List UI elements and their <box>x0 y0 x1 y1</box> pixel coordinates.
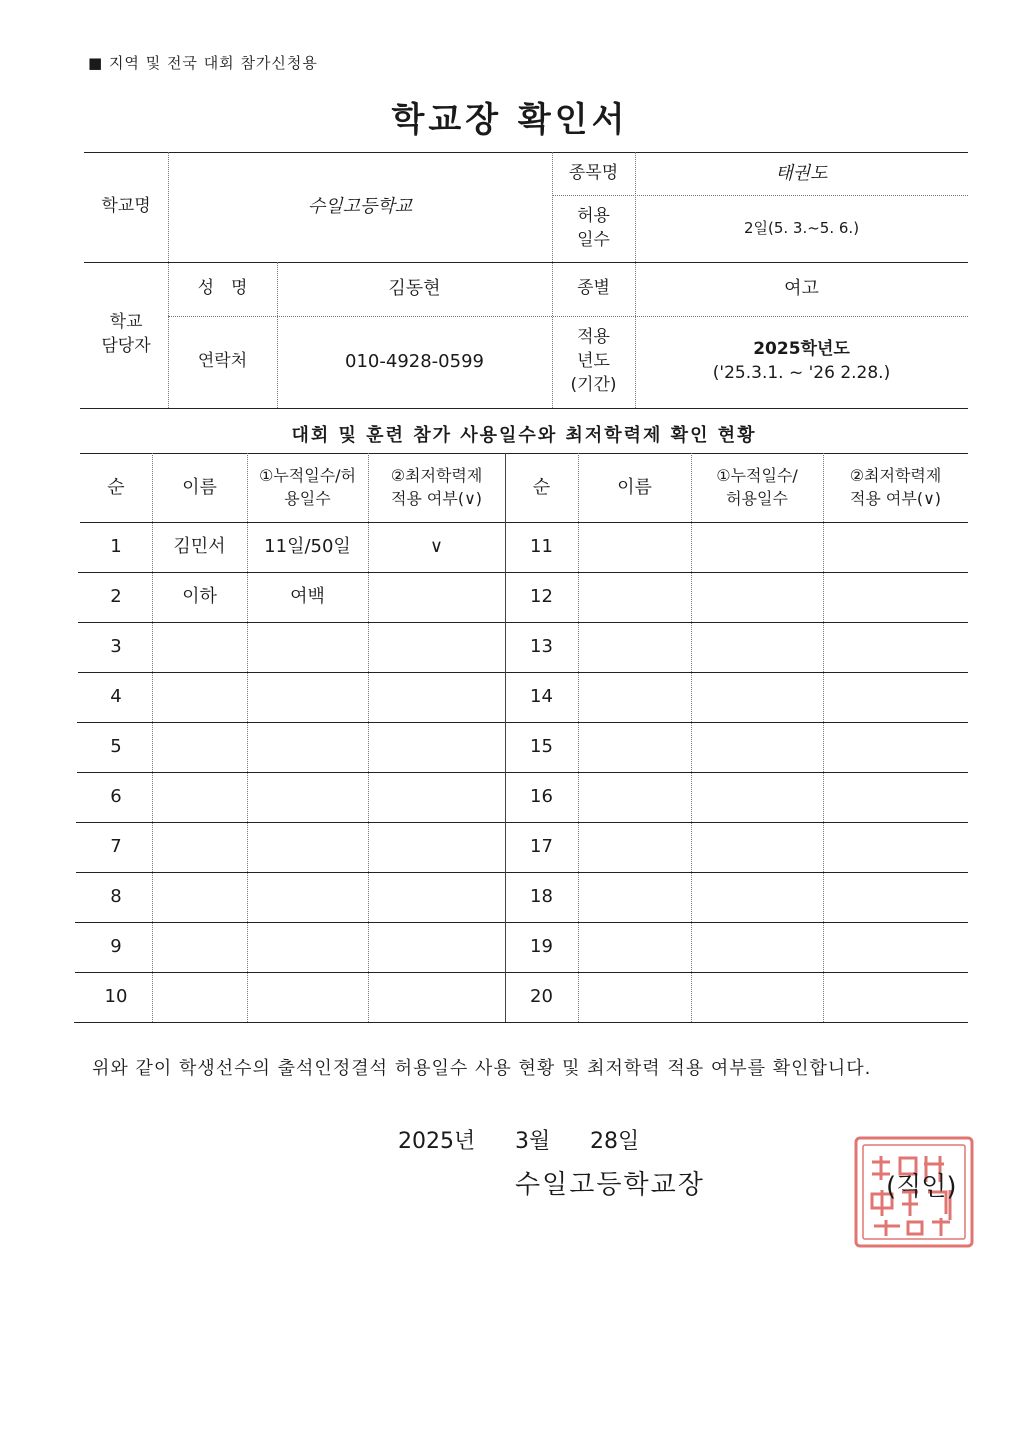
row-days-cell <box>247 772 368 822</box>
staff-name-value: 김동현 <box>388 278 441 300</box>
event-value: 태권도 <box>775 162 828 184</box>
row-name-cell <box>152 672 247 722</box>
header-right-days: ①누적일수/ 허용일수 <box>716 466 798 508</box>
year-value-line1: 2025학년도 <box>753 339 850 360</box>
row-days-cell <box>691 672 823 722</box>
row-no-cell: 18 <box>530 886 553 908</box>
row-name-cell <box>578 522 691 572</box>
row-name-cell: 이하 <box>182 586 217 608</box>
seal-label: (직인) <box>886 1172 957 1202</box>
row-days-cell <box>247 872 368 922</box>
row-check-cell <box>823 722 968 772</box>
row-check-cell <box>823 672 968 722</box>
document-title: 학교장 확인서 <box>391 100 629 140</box>
row-days-cell <box>691 822 823 872</box>
row-days-cell <box>691 972 823 1022</box>
year-label-line2: 년도 <box>577 351 610 372</box>
row-name-cell <box>578 672 691 722</box>
year-label-line3: (기간) <box>570 374 617 395</box>
row-name-cell <box>578 822 691 872</box>
row-days-cell <box>691 522 823 572</box>
header-left-no: 순 <box>107 476 125 498</box>
row-no-cell: 13 <box>530 636 553 658</box>
header-right-check: ②최저학력제 적용 여부(∨) <box>849 466 942 508</box>
row-no-cell: 19 <box>530 936 553 958</box>
row-name-cell: 김민서 <box>173 536 226 558</box>
gender-value: 여고 <box>784 278 819 300</box>
section-title: 대회 및 훈련 참가 사용일수와 최저학력제 확인 현황 <box>291 425 757 446</box>
row-days-cell <box>247 722 368 772</box>
header-right-name: 이름 <box>617 476 652 498</box>
row-no-cell: 14 <box>530 686 553 708</box>
row-check-cell <box>823 572 968 622</box>
row-no-cell: 7 <box>110 836 122 858</box>
allowed-days-label-line1: 허용 <box>577 205 610 226</box>
row-check-cell <box>823 872 968 922</box>
header-left-days: ①누적일수/허 용일수 <box>258 466 356 508</box>
staff-label-line2: 담당자 <box>101 336 151 356</box>
row-days-cell <box>691 722 823 772</box>
row-check-cell <box>823 772 968 822</box>
row-name-cell <box>152 872 247 922</box>
year-label <box>552 316 635 408</box>
year-value-line2: ('25.3.1. ~ '26 2.28.) <box>712 363 891 383</box>
allowed-days-value: 2일(5. 3.~5. 6.) <box>743 219 860 237</box>
row-name-cell <box>152 822 247 872</box>
row-check-cell <box>368 972 505 1022</box>
contact-value: 010-4928-0599 <box>345 351 484 373</box>
row-name-cell <box>578 722 691 772</box>
row-no-cell: 5 <box>110 736 122 758</box>
staff-label-line1: 학교 <box>109 312 143 333</box>
row-days-cell <box>691 922 823 972</box>
school-name-value: 수일고등학교 <box>307 196 413 218</box>
confirmation-statement: 위와 같이 학생선수의 출석인정결석 허용일수 사용 현황 및 최저학력 적용 여부를 확인합니다. <box>92 1058 872 1079</box>
row-check-cell <box>823 822 968 872</box>
header-left-name: 이름 <box>182 476 217 498</box>
form-usage-note: ■ 지역 및 전국 대회 참가신청용 <box>88 54 318 72</box>
row-days-cell <box>691 772 823 822</box>
date-day: 28일 <box>590 1129 640 1154</box>
row-days-cell: 11일/50일 <box>264 536 351 558</box>
row-days-cell <box>691 622 823 672</box>
row-days-cell <box>247 972 368 1022</box>
row-name-cell <box>578 572 691 622</box>
header-left-check: ②최저학력제 적용 여부(∨) <box>390 466 483 508</box>
row-check-cell <box>823 522 968 572</box>
row-days-cell <box>691 872 823 922</box>
row-no-cell: 9 <box>110 936 122 958</box>
row-name-cell <box>152 722 247 772</box>
row-check-cell <box>368 622 505 672</box>
row-check-cell <box>368 772 505 822</box>
row-name-cell <box>152 972 247 1022</box>
header-right-no: 순 <box>532 476 551 498</box>
row-days-cell: 여백 <box>290 586 325 608</box>
row-no-cell: 20 <box>530 986 553 1008</box>
row-check-cell <box>368 872 505 922</box>
row-name-cell <box>578 922 691 972</box>
gender-label: 종별 <box>577 278 610 299</box>
row-no-cell: 10 <box>104 986 128 1008</box>
allowed-days-label-line2: 일수 <box>577 229 610 250</box>
row-name-cell <box>152 622 247 672</box>
row-no-cell: 1 <box>110 536 122 558</box>
row-no-cell: 11 <box>530 536 553 558</box>
row-no-cell: 4 <box>110 686 122 708</box>
school-name-label: 학교명 <box>101 196 151 217</box>
row-name-cell <box>152 922 247 972</box>
row-no-cell: 17 <box>530 836 553 858</box>
row-check-cell: ∨ <box>429 536 444 558</box>
row-days-cell <box>247 622 368 672</box>
row-days-cell <box>247 822 368 872</box>
row-check-cell <box>368 672 505 722</box>
row-check-cell <box>368 722 505 772</box>
principal-title: 수일고등학교장 <box>515 1170 705 1200</box>
row-check-cell <box>823 972 968 1022</box>
date-year: 2025년 <box>398 1129 476 1154</box>
year-label-line1: 적용 <box>577 327 610 348</box>
row-check-cell <box>823 622 968 672</box>
year-value <box>635 316 968 408</box>
row-check-cell <box>368 922 505 972</box>
row-check-cell <box>823 922 968 972</box>
row-no-cell: 6 <box>110 786 122 808</box>
staff-label <box>84 262 168 408</box>
row-no-cell: 16 <box>530 786 553 808</box>
row-name-cell <box>152 772 247 822</box>
row-name-cell <box>578 972 691 1022</box>
row-no-cell: 8 <box>110 886 122 908</box>
allowed-days-label <box>552 195 635 262</box>
row-no-cell: 3 <box>110 636 122 658</box>
row-no-cell: 12 <box>530 586 553 608</box>
date-month: 3월 <box>515 1129 551 1154</box>
row-no-cell: 2 <box>110 586 122 608</box>
row-no-cell: 15 <box>530 736 553 758</box>
row-days-cell <box>691 572 823 622</box>
row-name-cell <box>578 772 691 822</box>
row-days-cell <box>247 672 368 722</box>
row-check-cell <box>368 572 505 622</box>
contact-label: 연락처 <box>197 351 248 372</box>
row-check-cell <box>368 822 505 872</box>
staff-name-label: 성 명 <box>197 278 248 299</box>
row-name-cell <box>578 872 691 922</box>
row-name-cell <box>578 622 691 672</box>
row-days-cell <box>247 922 368 972</box>
event-label: 종목명 <box>568 162 619 183</box>
